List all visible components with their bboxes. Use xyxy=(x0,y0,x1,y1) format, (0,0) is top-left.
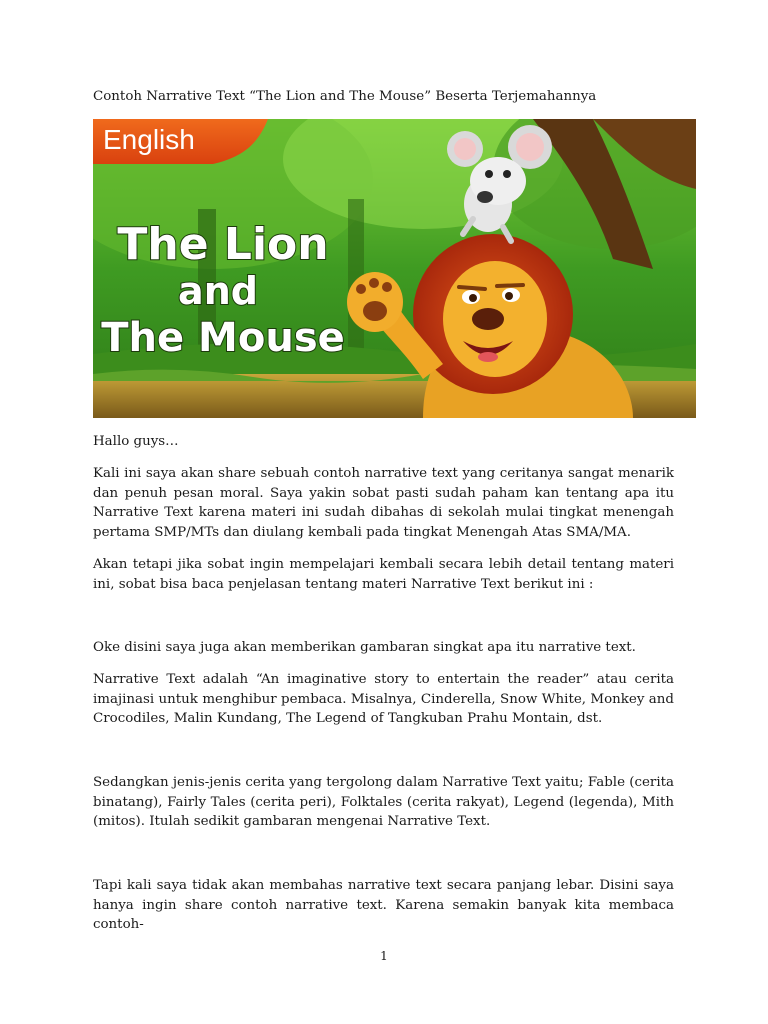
lion-mouse-banner-image xyxy=(93,119,696,418)
page-number: 1 xyxy=(380,949,388,963)
paragraph-closing: Tapi kali saya tidak akan membahas narrative text secara panjang lebar. Disini saya hanya ingin share contoh narrative text. Karena semakin banyak kita membaca contoh- xyxy=(93,878,674,932)
paragraph-overview: Oke disini saya juga akan memberikan gambaran singkat apa itu narrative text. xyxy=(93,640,636,655)
paragraph-intro: Kali ini saya akan share sebuah contoh narrative text yang ceritanya sangat menarik dan penuh pesan moral. Saya yakin sobat pasti sudah paham kan tentang apa itu Narrative Text karena materi ini sudah dibahas di sekolah mulai tingkat menengah pertama SMP/MTs dan diulang kembali pada tingkat Menengah Atas SMA/MA. xyxy=(93,466,674,540)
paragraph-greeting: Hallo guys… xyxy=(93,434,179,449)
paragraph-types: Sedangkan jenis-jenis cerita yang tergolong dalam Narrative Text yaitu; Fable (cerita binatang), Fairly Tales (cerita peri), Folktales (cerita rakyat), Legend (legenda), Mith (mitos). Itulah sedikit gambaran mengenai Narrative Text. xyxy=(93,775,674,829)
banner-title-line-1: The Lion xyxy=(117,219,329,270)
banner-title-line-2: and xyxy=(178,269,258,313)
document-title: Contoh Narrative Text “The Lion and The Mouse” Beserta Terjemahannya xyxy=(93,89,597,104)
english-badge-label: English xyxy=(103,124,195,155)
banner-title-line-3: The Mouse xyxy=(101,315,345,361)
paragraph-definition: Narrative Text adalah “An imaginative story to entertain the reader” atau cerita imajinasi untuk menghibur pembaca. Misalnya, Cinderella, Snow White, Monkey and Crocodiles, Malin Kundang, The Legend of Tangkuban Prahu Montain, dst. xyxy=(93,672,674,726)
paragraph-reference: Akan tetapi jika sobat ingin mempelajari kembali secara lebih detail tentang materi ini, sobat bisa baca penjelasan tentang materi Narrative Text berikut ini : xyxy=(93,557,674,592)
